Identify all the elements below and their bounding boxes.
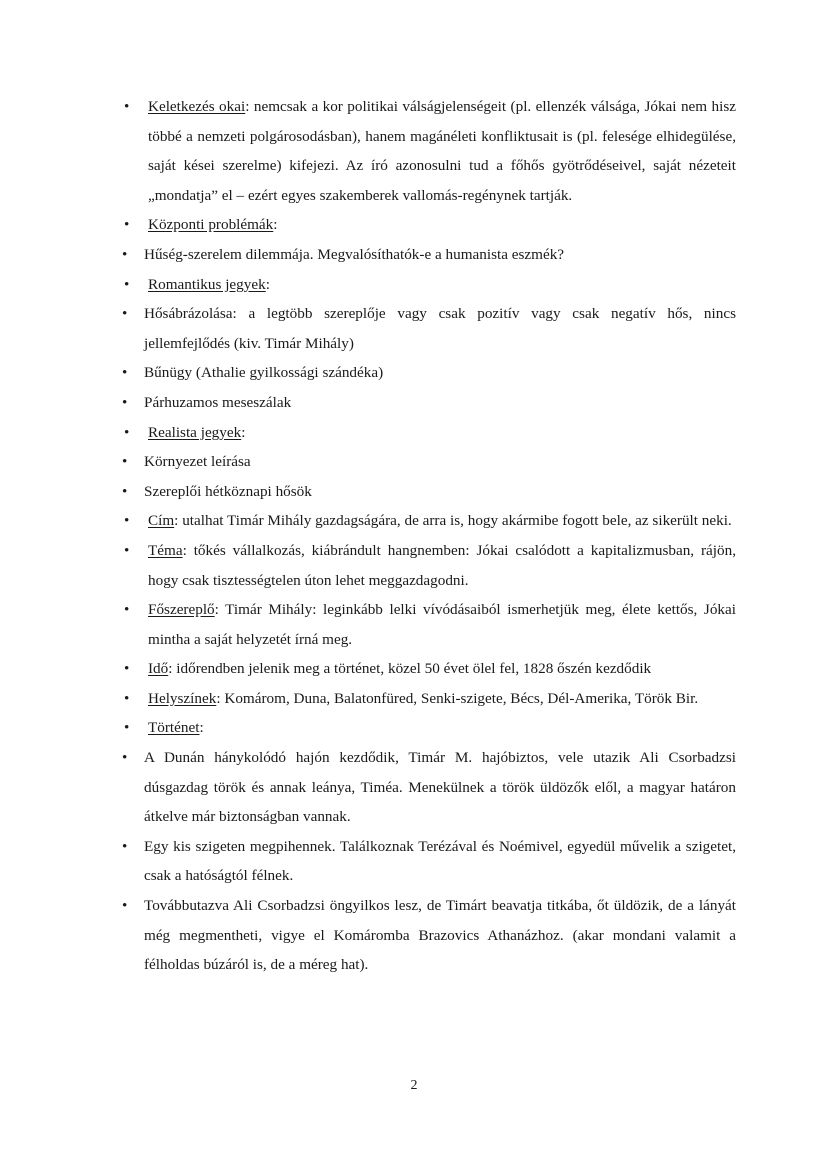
outline-subitem: [96, 299, 736, 358]
outline-item-separator: :: [199, 719, 204, 737]
outline-item: [96, 713, 736, 743]
bullet-icon: •: [124, 512, 130, 530]
outline-item-label: Helyszínek: [148, 689, 217, 707]
outline-sublist: [96, 743, 736, 980]
outline-subitem-text: Hűség-szerelem dilemmája. Megvalósíthatók-e a humanista eszmék?: [144, 245, 565, 263]
outline-subitem-text: Továbbutazva Ali Csorbadzsi öngyilkos lesz, de Timárt beavatja titkába, őt üldözik, de a lányát még megmentheti, vigye el Komáromba Brazovics Athanázhoz. (akar mondani valamit a félholdas búzáról is, de a méreg hat).: [144, 897, 736, 974]
outline-item: [96, 418, 736, 448]
outline-subitem-text: Környezet leírása: [144, 453, 251, 471]
outline-item: [96, 654, 736, 684]
outline-sublist: [96, 299, 736, 417]
outline-item-label: Főszereplő: [148, 601, 215, 619]
outline-subitem-text: Párhuzamos meseszálak: [144, 393, 292, 411]
outline-item-separator: :: [265, 275, 270, 293]
outline-item-label: Történet: [148, 719, 200, 737]
outline-item-label: Központi problémák: [148, 216, 274, 234]
outline-item-separator: :: [241, 423, 246, 441]
outline-item-separator: :: [273, 216, 278, 234]
bullet-icon: •: [122, 897, 128, 915]
outline-subitem-text: A Dunán hánykolódó hajón kezdődik, Timár M. hajóbiztos, vele utazik Ali Csorbadzsi dúsgazdag török és annak leánya, Timéa. Menekülnek a török üldözők elől, a magyar határon átkelve már biztonságban vannak.: [144, 749, 736, 826]
bullet-icon: •: [124, 689, 130, 707]
outline-item-separator: :: [174, 512, 179, 530]
outline-item-label: Téma: [148, 541, 183, 559]
outline-subitem-text: Hősábrázolása: a legtöbb szereplője vagy csak pozitív vagy csak negatív hős, nincs jellemfejlődés (kiv. Timár Mihály): [144, 305, 736, 352]
bullet-icon: •: [122, 245, 128, 263]
outline-subitem-text: Bűnügy (Athalie gyilkossági szándéka): [144, 364, 384, 382]
bullet-icon: •: [122, 749, 128, 767]
bullet-icon: •: [124, 660, 130, 678]
outline-item-text: időrendben jelenik meg a történet, közel 50 évet ölel fel, 1828 őszén kezdődik: [172, 660, 652, 678]
page-number: 2: [410, 1078, 418, 1093]
outline-item-text: tőkés vállalkozás, kiábrándult hangnemben: Jókai csalódott a kapitalizmusban, rájön, hogy csak tisztességtelen úton lehet meggazdagodni.: [148, 541, 736, 589]
bullet-icon: •: [124, 423, 130, 441]
outline-item-label: Cím: [148, 512, 175, 530]
outline-subitem: [96, 832, 736, 891]
outline-item: [96, 684, 736, 714]
outline-item: [96, 506, 736, 536]
bullet-icon: •: [122, 837, 128, 855]
outline-item-text: nemcsak a kor politikai válságjelenségeit (pl. ellenzék válsága, Jókai nem hisz többé a nemzeti polgárosodásban), hanem magánéleti konfliktusait is (pl. felesége elhidegülése, saját kései szerelme) kifejezi. Az író azonosulni tud a főhős gyötrődéseivel, saját nézeteit „mondatja” el – ezért egyes szakemberek vallomás-regénynek tartják.: [148, 98, 736, 204]
outline-subitem: [96, 743, 736, 832]
document-body: [96, 92, 736, 980]
outline-subitem: [96, 240, 736, 270]
bullet-icon: •: [122, 453, 128, 471]
outline-item: [96, 210, 736, 240]
outline-item: [96, 270, 736, 300]
outline-item-text: Timár Mihály: leginkább lelki vívódásaiból ismerhetjük meg, élete kettős, Jókai mintha a saját helyzetét írná meg.: [148, 601, 736, 648]
outline-item: [96, 595, 736, 654]
bullet-icon: •: [124, 216, 130, 234]
bullet-icon: •: [122, 305, 128, 323]
outline-item-text: Komárom, Duna, Balatonfüred, Senki-szigete, Bécs, Dél-Amerika, Török Bir.: [220, 689, 699, 707]
outline-item-separator: :: [214, 601, 219, 619]
bullet-icon: •: [124, 601, 130, 619]
bullet-icon: •: [122, 482, 128, 500]
outline-item-label: Realista jegyek: [148, 423, 242, 441]
outline-item-label: Romantikus jegyek: [148, 275, 266, 293]
bullet-icon: •: [124, 719, 130, 737]
outline-item-separator: :: [168, 660, 173, 678]
outline-subitem: [96, 358, 736, 388]
bullet-icon: •: [122, 393, 128, 411]
bullet-icon: •: [124, 275, 130, 293]
outline-subitem-text: Egy kis szigeten megpihennek. Találkoznak Terézával és Noémivel, egyedül művelik a szigetet, csak a hatóságtól félnek.: [144, 837, 736, 885]
bullet-icon: •: [122, 364, 128, 382]
outline-item-separator: :: [245, 98, 250, 115]
outline-subitem: [96, 477, 736, 507]
outline-item-label: Keletkezés okai: [148, 98, 246, 115]
outline-subitem-text: Szereplői hétköznapi hősök: [144, 482, 312, 500]
outline-subitem: [96, 447, 736, 477]
outline-item: [96, 536, 736, 595]
outline-sublist: [96, 240, 736, 270]
outline-item: [96, 92, 736, 210]
outline-subitem: [96, 388, 736, 418]
bullet-icon: •: [124, 98, 130, 115]
outline-list: [96, 92, 736, 980]
outline-item-separator: :: [182, 541, 187, 559]
bullet-icon: •: [124, 541, 130, 559]
outline-item-text: utalhat Timár Mihály gazdagságára, de arra is, hogy akármibe fogott bele, az sikerült neki.: [178, 512, 732, 530]
outline-item-separator: :: [216, 689, 221, 707]
outline-sublist: [96, 447, 736, 506]
outline-subitem: [96, 891, 736, 980]
outline-item-label: Idő: [148, 660, 169, 678]
